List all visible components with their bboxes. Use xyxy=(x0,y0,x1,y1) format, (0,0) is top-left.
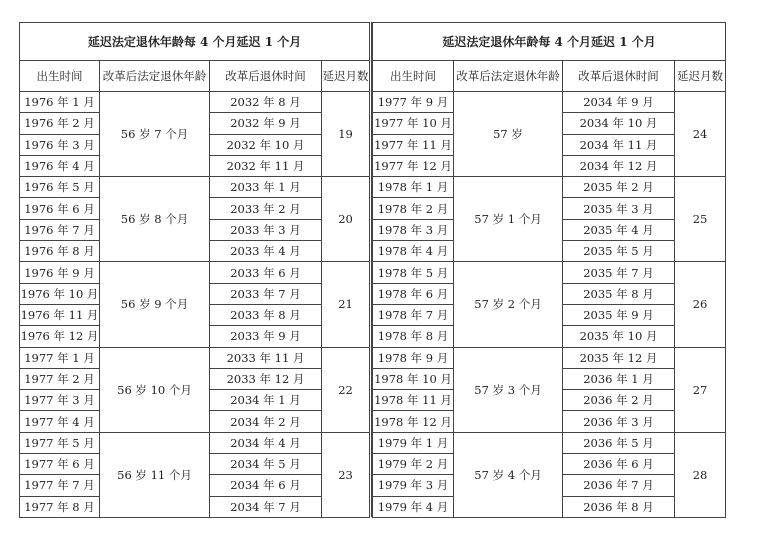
retirement-time-cell: 2034 年 7 月 xyxy=(210,496,322,517)
table-row xyxy=(373,92,726,113)
birth-time-cell: 1978 年 7 月 xyxy=(373,304,454,325)
birth-time-cell: 1977 年 1 月 xyxy=(20,347,100,368)
retirement-time-cell: 2036 年 3 月 xyxy=(563,411,675,432)
birth-time-cell: 1977 年 6 月 xyxy=(20,454,100,475)
retirement-time-cell: 2034 年 11 月 xyxy=(563,134,675,155)
retirement-age-cell: 57 岁 xyxy=(454,92,563,177)
retirement-time-cell: 2035 年 5 月 xyxy=(563,241,675,262)
retirement-time-cell: 2032 年 10 月 xyxy=(210,134,322,155)
birth-time-cell: 1976 年 5 月 xyxy=(20,177,100,198)
table-row xyxy=(373,262,726,283)
birth-time-cell: 1977 年 4 月 xyxy=(20,411,100,432)
retirement-time-cell: 2034 年 6 月 xyxy=(210,475,322,496)
table-title: 延迟法定退休年龄每 4 个月延迟 1 个月 xyxy=(20,23,370,61)
delay-months-cell: 26 xyxy=(675,262,726,347)
birth-time-cell: 1978 年 3 月 xyxy=(373,219,454,240)
retirement-time-cell: 2033 年 3 月 xyxy=(210,219,322,240)
table-row xyxy=(20,347,370,368)
table-row xyxy=(373,432,726,453)
birth-time-cell: 1979 年 4 月 xyxy=(373,496,454,517)
table-row xyxy=(20,432,370,453)
retirement-age-cell: 56 岁 8 个月 xyxy=(100,177,210,262)
birth-time-cell: 1977 年 9 月 xyxy=(373,92,454,113)
birth-time-cell: 1979 年 1 月 xyxy=(373,432,454,453)
retirement-age-cell: 56 岁 7 个月 xyxy=(100,92,210,177)
delay-months-cell: 19 xyxy=(322,92,370,177)
birth-time-cell: 1977 年 12 月 xyxy=(373,155,454,176)
birth-time-cell: 1977 年 10 月 xyxy=(373,113,454,134)
retirement-time-cell: 2034 年 2 月 xyxy=(210,411,322,432)
retirement-age-cell: 56 岁 11 个月 xyxy=(100,432,210,517)
retirement-time-cell: 2036 年 2 月 xyxy=(563,390,675,411)
birth-time-cell: 1977 年 7 月 xyxy=(20,475,100,496)
header-row xyxy=(20,61,370,92)
birth-time-cell: 1977 年 2 月 xyxy=(20,368,100,389)
birth-time-cell: 1979 年 2 月 xyxy=(373,454,454,475)
title-row xyxy=(373,23,726,61)
retirement-time-cell: 2036 年 6 月 xyxy=(563,454,675,475)
retirement-time-cell: 2034 年 9 月 xyxy=(563,92,675,113)
delay-months-cell: 27 xyxy=(675,347,726,432)
birth-time-cell: 1978 年 10 月 xyxy=(373,368,454,389)
retirement-time-cell: 2033 年 4 月 xyxy=(210,241,322,262)
birth-time-cell: 1978 年 1 月 xyxy=(373,177,454,198)
retirement-time-cell: 2034 年 5 月 xyxy=(210,454,322,475)
retirement-time-cell: 2036 年 1 月 xyxy=(563,368,675,389)
retirement-age-cell: 57 岁 1 个月 xyxy=(454,177,563,262)
birth-time-cell: 1976 年 12 月 xyxy=(20,326,100,347)
retirement-age-cell: 56 岁 9 个月 xyxy=(100,262,210,347)
retirement-time-cell: 2034 年 10 月 xyxy=(563,113,675,134)
retirement-time-cell: 2032 年 8 月 xyxy=(210,92,322,113)
birth-time-cell: 1976 年 9 月 xyxy=(20,262,100,283)
birth-time-cell: 1976 年 7 月 xyxy=(20,219,100,240)
retirement-time-cell: 2036 年 7 月 xyxy=(563,475,675,496)
header-birth: 出生时间 xyxy=(20,61,100,92)
birth-time-cell: 1977 年 5 月 xyxy=(20,432,100,453)
birth-time-cell: 1976 年 4 月 xyxy=(20,155,100,176)
retirement-time-cell: 2034 年 1 月 xyxy=(210,390,322,411)
header-retire: 改革后退休时间 xyxy=(210,61,322,92)
retirement-time-cell: 2032 年 11 月 xyxy=(210,155,322,176)
birth-time-cell: 1978 年 9 月 xyxy=(373,347,454,368)
delay-months-cell: 28 xyxy=(675,432,726,517)
retirement-time-cell: 2035 年 8 月 xyxy=(563,283,675,304)
retirement-time-cell: 2033 年 7 月 xyxy=(210,283,322,304)
birth-time-cell: 1978 年 12 月 xyxy=(373,411,454,432)
retirement-time-cell: 2034 年 4 月 xyxy=(210,432,322,453)
birth-time-cell: 1976 年 6 月 xyxy=(20,198,100,219)
retirement-time-cell: 2035 年 9 月 xyxy=(563,304,675,325)
birth-time-cell: 1976 年 3 月 xyxy=(20,134,100,155)
table-row xyxy=(20,92,370,113)
birth-time-cell: 1978 年 4 月 xyxy=(373,241,454,262)
delay-months-cell: 23 xyxy=(322,432,370,517)
retirement-age-cell: 56 岁 10 个月 xyxy=(100,347,210,432)
retirement-time-cell: 2034 年 12 月 xyxy=(563,155,675,176)
header-age: 改革后法定退休年龄 xyxy=(454,61,563,92)
birth-time-cell: 1977 年 8 月 xyxy=(20,496,100,517)
birth-time-cell: 1977 年 11 月 xyxy=(373,134,454,155)
table-title: 延迟法定退休年龄每 4 个月延迟 1 个月 xyxy=(373,23,726,61)
table-row xyxy=(373,347,726,368)
birth-time-cell: 1977 年 3 月 xyxy=(20,390,100,411)
birth-time-cell: 1976 年 8 月 xyxy=(20,241,100,262)
birth-time-cell: 1976 年 1 月 xyxy=(20,92,100,113)
birth-time-cell: 1976 年 2 月 xyxy=(20,113,100,134)
birth-time-cell: 1976 年 11 月 xyxy=(20,304,100,325)
retirement-time-cell: 2033 年 2 月 xyxy=(210,198,322,219)
birth-time-cell: 1978 年 6 月 xyxy=(373,283,454,304)
header-age: 改革后法定退休年龄 xyxy=(100,61,210,92)
birth-time-cell: 1979 年 3 月 xyxy=(373,475,454,496)
retirement-time-cell: 2033 年 11 月 xyxy=(210,347,322,368)
title-row xyxy=(20,23,370,61)
header-birth: 出生时间 xyxy=(373,61,454,92)
retirement-time-cell: 2033 年 8 月 xyxy=(210,304,322,325)
birth-time-cell: 1978 年 2 月 xyxy=(373,198,454,219)
retirement-time-cell: 2036 年 5 月 xyxy=(563,432,675,453)
retirement-time-cell: 2033 年 12 月 xyxy=(210,368,322,389)
retirement-time-cell: 2035 年 3 月 xyxy=(563,198,675,219)
table-row xyxy=(20,262,370,283)
header-delay: 延迟月数 xyxy=(322,61,370,92)
retirement-time-cell: 2033 年 1 月 xyxy=(210,177,322,198)
table-row xyxy=(373,177,726,198)
retirement-age-cell: 57 岁 4 个月 xyxy=(454,432,563,517)
retirement-time-cell: 2035 年 4 月 xyxy=(563,219,675,240)
birth-time-cell: 1978 年 8 月 xyxy=(373,326,454,347)
retirement-time-cell: 2033 年 6 月 xyxy=(210,262,322,283)
retirement-time-cell: 2035 年 12 月 xyxy=(563,347,675,368)
retirement-time-cell: 2035 年 10 月 xyxy=(563,326,675,347)
birth-time-cell: 1978 年 5 月 xyxy=(373,262,454,283)
retirement-age-cell: 57 岁 3 个月 xyxy=(454,347,563,432)
birth-time-cell: 1978 年 11 月 xyxy=(373,390,454,411)
retirement-time-cell: 2032 年 9 月 xyxy=(210,113,322,134)
delay-months-cell: 20 xyxy=(322,177,370,262)
birth-time-cell: 1976 年 10 月 xyxy=(20,283,100,304)
right-table xyxy=(372,22,726,518)
left-table xyxy=(19,22,370,518)
header-delay: 延迟月数 xyxy=(675,61,726,92)
delay-months-cell: 25 xyxy=(675,177,726,262)
delay-months-cell: 21 xyxy=(322,262,370,347)
retirement-age-cell: 57 岁 2 个月 xyxy=(454,262,563,347)
delay-months-cell: 22 xyxy=(322,347,370,432)
table-row xyxy=(20,177,370,198)
header-row xyxy=(373,61,726,92)
retirement-time-cell: 2035 年 2 月 xyxy=(563,177,675,198)
retirement-time-cell: 2035 年 7 月 xyxy=(563,262,675,283)
delay-months-cell: 24 xyxy=(675,92,726,177)
retirement-time-cell: 2036 年 8 月 xyxy=(563,496,675,517)
retirement-time-cell: 2033 年 9 月 xyxy=(210,326,322,347)
header-retire: 改革后退休时间 xyxy=(563,61,675,92)
